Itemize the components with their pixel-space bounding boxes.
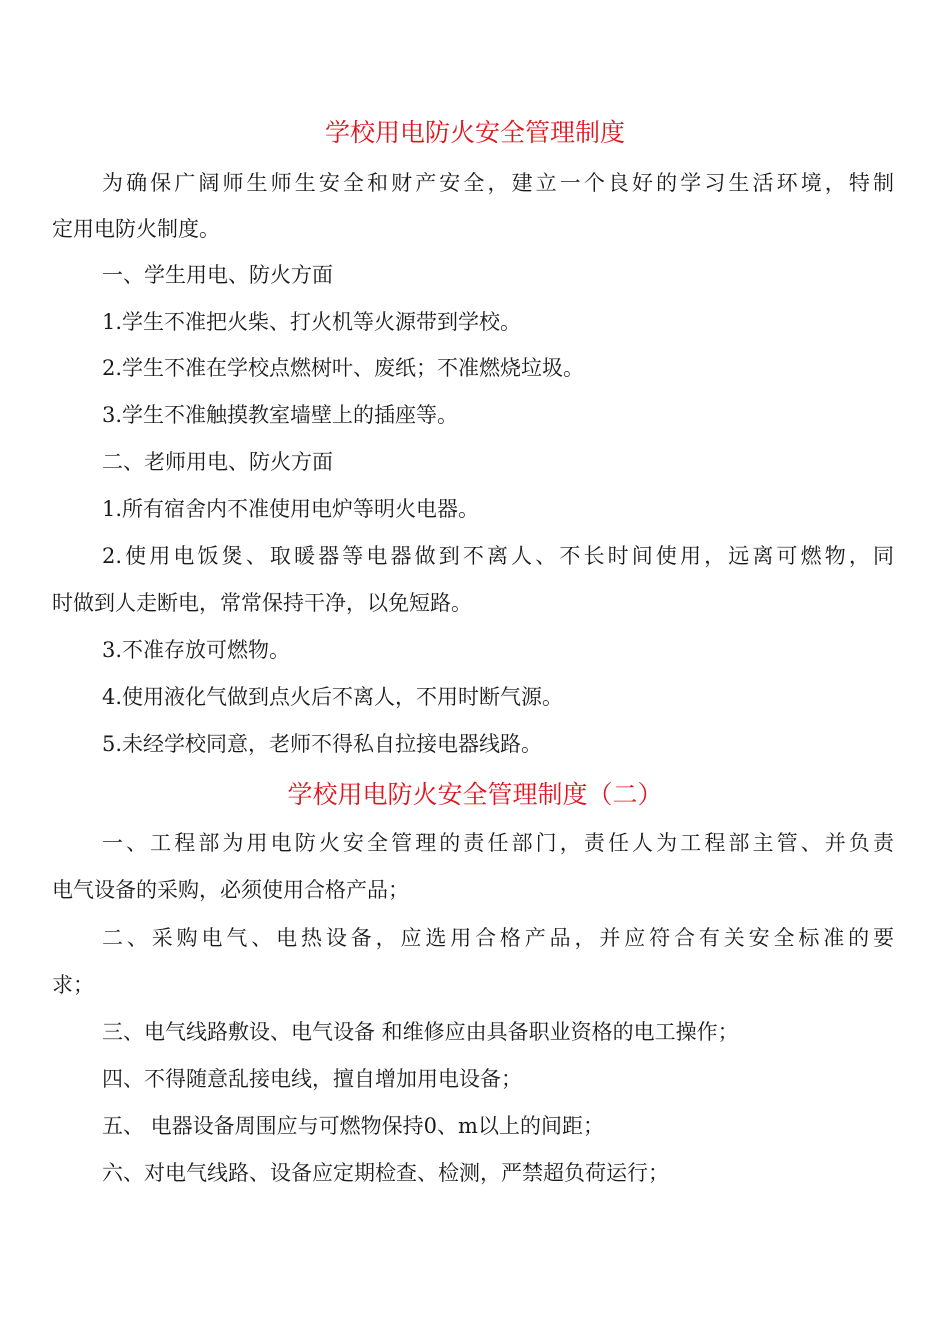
student-item-2: 2.学生不准在学校点燃树叶、废纸；不准燃烧垃圾。 bbox=[102, 356, 585, 380]
teacher-item-3: 3.不准存放可燃物。 bbox=[102, 638, 291, 662]
rule-3: 三、电气线路敷设、电气设备 和维修应由具备职业资格的电工操作； bbox=[102, 1020, 739, 1044]
rule-2-line-2: 求； bbox=[52, 973, 94, 997]
teacher-item-2-line-2: 时做到人走断电，常常保持干净，以免短路。 bbox=[52, 591, 472, 615]
heading-teachers: 二、老师用电、防火方面 bbox=[102, 450, 333, 474]
rule-5: 五、 电器设备周围应与可燃物保持0、m以上的间距； bbox=[102, 1114, 604, 1138]
heading-students: 一、学生用电、防火方面 bbox=[102, 263, 333, 287]
teacher-item-2-line-1: 2.使用电饭煲、取暖器等电器做到不离人、不长时间使用，远离可燃物，同 bbox=[102, 544, 894, 568]
teacher-item-5: 5.未经学校同意，老师不得私自拉接电器线路。 bbox=[102, 732, 543, 756]
rule-2-line-1: 二、采购电气、电热设备，应选用合格产品，并应符合有关安全标准的要 bbox=[102, 926, 894, 950]
teacher-item-1: 1.所有宿舍内不准使用电炉等明火电器。 bbox=[102, 497, 480, 521]
rule-4: 四、不得随意乱接电线，擅自增加用电设备； bbox=[102, 1067, 522, 1091]
rule-1-line-2: 电气设备的采购，必须使用合格产品； bbox=[52, 878, 409, 902]
intro-line-2: 定用电防火制度。 bbox=[52, 217, 220, 241]
rule-6: 六、对电气线路、设备应定期检查、检测，严禁超负荷运行； bbox=[102, 1161, 669, 1185]
rule-1-line-1: 一、工程部为用电防火安全管理的责任部门，责任人为工程部主管、并负责 bbox=[102, 831, 894, 855]
section1-title: 学校用电防火安全管理制度 bbox=[324, 118, 625, 147]
teacher-item-4: 4.使用液化气做到点火后不离人，不用时断气源。 bbox=[102, 685, 564, 709]
intro-line-1: 为确保广阔师生师生安全和财产安全，建立一个良好的学习生活环境，特制 bbox=[102, 171, 894, 195]
student-item-1: 1.学生不准把火柴、打火机等火源带到学校。 bbox=[102, 310, 522, 334]
student-item-3: 3.学生不准触摸教室墙壁上的插座等。 bbox=[102, 403, 459, 427]
section2-title: 学校用电防火安全管理制度（二） bbox=[287, 780, 663, 809]
